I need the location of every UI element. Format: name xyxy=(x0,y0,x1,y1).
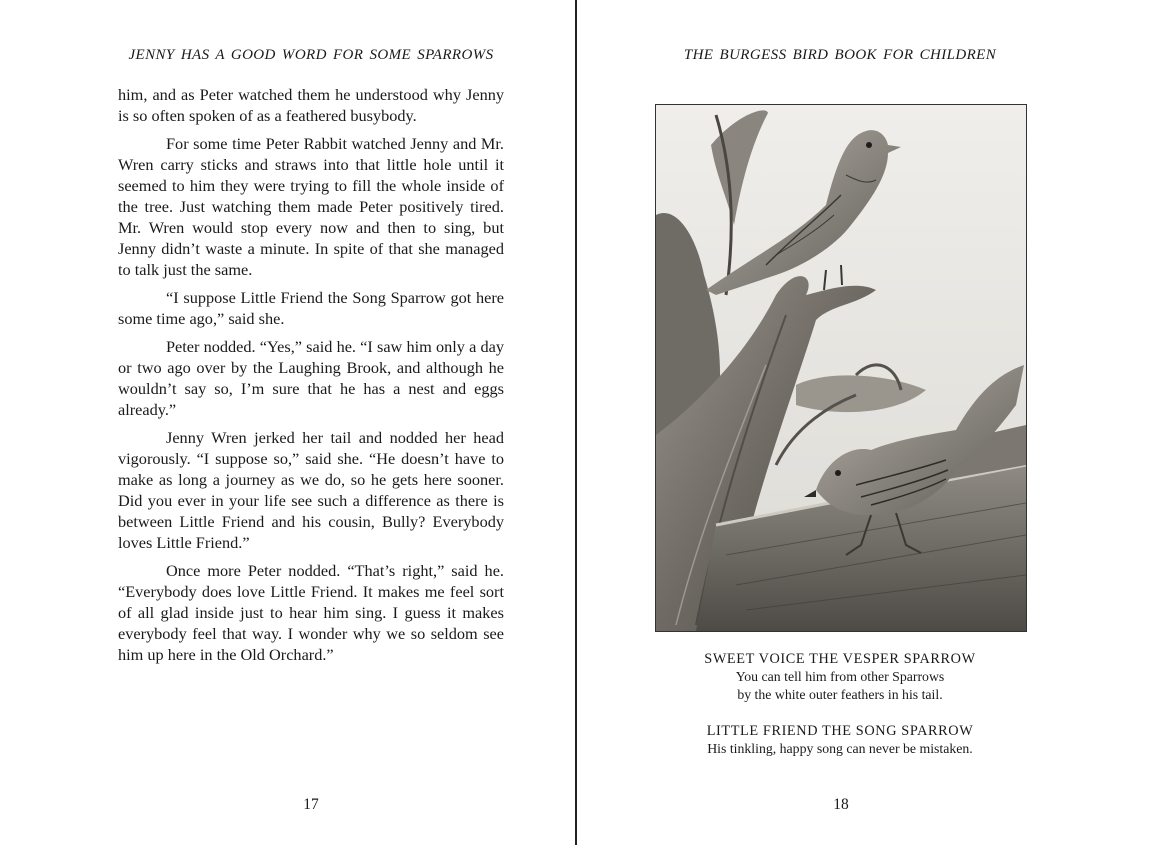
caption-title: LITTLE FRIEND THE SONG SPARROW xyxy=(706,723,974,739)
caption-title: SWEET VOICE THE VESPER SPARROW xyxy=(704,651,976,667)
right-page xyxy=(577,0,1152,845)
right-page-number: 18 xyxy=(833,796,849,813)
caption-line: His tinkling, happy song can never be mistaken. xyxy=(707,741,973,756)
paragraph: Peter nodded. “Yes,” said he. “I saw him only a day or two ago over by the Laughing Brook, and although he wouldn’t say so, I’m sure that he has a nest and eggs already.” xyxy=(118,337,504,419)
paragraph: Once more Peter nodded. “That’s right,” said he. “Everybody does love Little Friend. It makes me feel sort of all glad inside just to hear him sing. I guess it makes everybody feel that way. I wonder why we so seldom see him up here in the Old Orchard.” xyxy=(118,561,504,664)
paragraph: him, and as Peter watched them he understood why Jenny is so often spoken of as a feathered busybody. xyxy=(118,85,504,125)
left-body-text xyxy=(118,84,504,672)
paragraph: “I suppose Little Friend the Song Sparrow got here some time ago,” said she. xyxy=(118,288,504,328)
left-page-number: 17 xyxy=(303,796,319,813)
caption-song-sparrow xyxy=(655,722,1025,758)
sparrow-illustration xyxy=(655,104,1027,632)
right-running-head: THE BURGESS BIRD BOOK FOR CHILDREN xyxy=(683,47,997,63)
caption-line: You can tell him from other Sparrows xyxy=(735,669,945,684)
left-page xyxy=(0,0,575,845)
caption-vesper-sparrow xyxy=(655,650,1025,704)
paragraph: For some time Peter Rabbit watched Jenny and Mr. Wren carry sticks and straws into that little hole until it seemed to him they were trying to fill the whole inside of the tree. Just watching them made Peter positively tired. Mr. Wren would stop every now and then to sing, but Jenny didn’t waste a minute. In spite of that she managed to talk just the same. xyxy=(118,134,504,279)
paragraph: Jenny Wren jerked her tail and nodded her head vigorously. “I suppose so,” said she. “He doesn’t have to make as long a journey as we do, so he gets here sooner. Did you ever in your life see such a difference as there is between Little Friend and his cousin, Bully? Everybody loves Little Friend.” xyxy=(118,428,504,552)
caption-line: by the white outer feathers in his tail. xyxy=(737,687,943,702)
left-running-head: JENNY HAS A GOOD WORD FOR SOME SPARROWS xyxy=(128,47,494,63)
